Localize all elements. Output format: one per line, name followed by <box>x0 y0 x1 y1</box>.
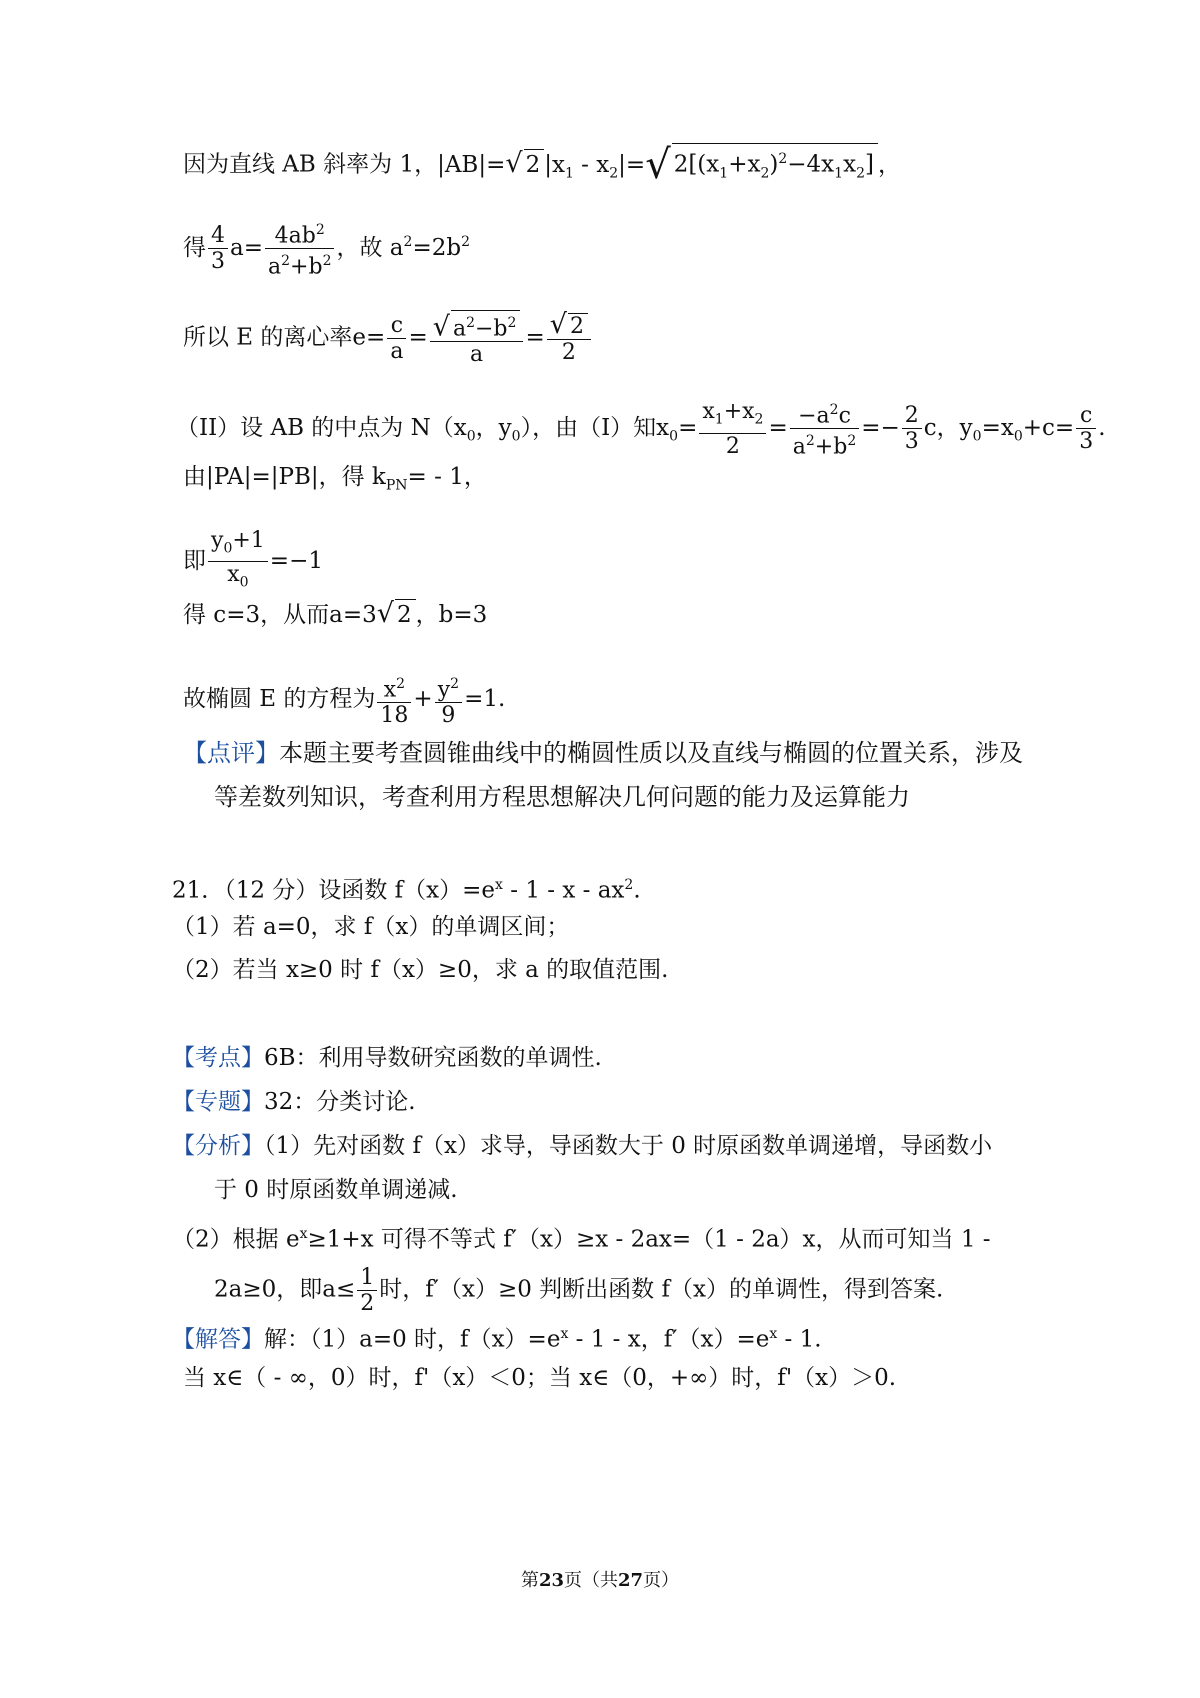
fraction: $\frac{√ 2}{2}$ <box>547 312 591 365</box>
fenxi-line-3: （2）根据 $e^x\ge 1+x$ 可得不等式 f′（x）≥x - 2ax=（1 - 2a）x，从而可知当 1 - <box>172 1226 991 1253</box>
kaodian-tag: 【考点】 <box>172 1045 264 1071</box>
kaodian-line <box>172 1043 602 1073</box>
text: - 1. <box>777 1326 822 1353</box>
text: 6B：利用导数研究函数的单调性. <box>264 1045 602 1071</box>
line-midpoint: （II）设 AB 的中点为 $N(x_0$，$y_0$），由（I）知$x_0=$ $\frac{x_1+x_2}{2}$ = $\frac{-a^2c}{a^2+b^2}$ =− $\frac{2}{3}$ c，$y_0=x_0+c=$ $\frac{c}{3}$ . <box>176 399 1106 460</box>
fraction: $\frac{x^2}{18}$ <box>377 672 411 728</box>
fenxi-line-4: 2a≥0，即a≤ $\frac{1}{2}$ 时，f′（x）≥0 判断出函数 f（x）的单调性，得到答案. <box>214 1265 944 1316</box>
text: 页） <box>643 1570 680 1591</box>
text: 本题主要考查圆锥曲线中的椭圆性质以及直线与椭圆的位置关系，涉及 <box>279 739 1023 767</box>
line-c-value: 得 c=3，从而a=3√ 2 ，b=3 <box>183 598 488 629</box>
text: 2a≥0，即 <box>214 1276 323 1303</box>
text: 由|PA|=|PB|，得 k <box>183 464 386 490</box>
fraction: $\frac{√ a^2-b^2}{a}$ <box>430 310 524 367</box>
line-ab-length <box>183 143 901 188</box>
text: 页（共 <box>564 1570 618 1591</box>
text: 得 <box>183 234 206 261</box>
text: 于 0 时原函数单调递减. <box>214 1177 458 1203</box>
text: 32：分类讨论. <box>264 1089 416 1115</box>
text: = - 1， <box>407 464 487 490</box>
text: （2）若当 x≥0 时 f（x）≥0，求 a 的取值范围. <box>172 957 669 983</box>
line-eccentricity: 所以 E 的离心率e= $\frac{c}{a}$ = $\frac{√ a^2-b^2}{a}$ = $\frac{√ 2}{2}$ <box>183 310 593 367</box>
fraction: $\frac{2}{3}$ <box>902 403 922 454</box>
fraction: $\frac{4}{3}$ <box>208 223 228 274</box>
fraction: $\frac{c}{3}$ <box>1076 403 1096 454</box>
fraction: $\frac{c}{a}$ <box>387 313 406 364</box>
text: 解：（1）a=0 时，f（x）=e <box>264 1326 561 1353</box>
line-pa-pb: 由|PA|=|PB|，得 $k_{PN}= - 1$， <box>183 464 487 494</box>
text: 等差数列知识，考查利用方程思想解决几何问题的能力及运算能力 <box>214 783 910 811</box>
text: 第 <box>520 1570 539 1591</box>
line-ellipse-eq: 故椭圆 E 的方程为 $\frac{x^2}{18}$ + $\frac{y^2}{9}$ =1. <box>183 672 505 728</box>
problem-part-1 <box>172 912 569 942</box>
text: （II）设 AB 的中点为 N（x <box>176 414 467 441</box>
page-total: 27 <box>618 1570 644 1591</box>
text: （1）先对函数 f（x）求导，导函数大于 0 时原函数单调递增，导函数小 <box>264 1133 993 1159</box>
line-a-b-relation: 得 $\frac{4}{3}$ a= $\frac{4ab^2}{a^2+b^2}$ ，故 $a^2=2b^2$ <box>183 218 470 280</box>
page-number: 23 <box>538 1570 564 1591</box>
zhuanti-line <box>172 1087 416 1117</box>
comment-line-1 <box>183 738 1023 769</box>
text: - 1 - x，f′（x）=e <box>568 1326 770 1353</box>
text: ≥1+x 可得不等式 f′（x）≥x - 2ax=（1 - 2a）x，从而可知当 1 - <box>307 1226 991 1253</box>
text: 所以 E 的离心率 <box>183 324 353 351</box>
fraction: $\frac{-a^2c}{a^2+b^2}$ <box>790 398 860 460</box>
zhuanti-tag: 【专题】 <box>172 1089 264 1115</box>
fraction: $\frac{4ab^2}{a^2+b^2}$ <box>265 218 335 280</box>
page-footer <box>0 1566 1200 1592</box>
line-slope-eq: 即 $\frac{y_0+1}{x_0}$ =−1 <box>183 528 323 596</box>
text: 21．（12 分）设函数 f（x）=e <box>172 877 496 904</box>
text: 当 x∈（ - ∞，0）时，f'（x）＜0；当 x∈（0，+∞）时，f'（x）＞0. <box>183 1365 897 1391</box>
jieda-line-1: 【解答】解：（1）a=0 时，$f(x)=e^x - 1 - x$，$f'(x)=e^x - 1$. <box>172 1326 822 1353</box>
fraction: $\frac{y_0+1}{x_0}$ <box>208 528 268 596</box>
fraction: $\frac{y^2}{9}$ <box>435 672 462 728</box>
problem-title: 21．（12 分）设函数 $f(x)=e^x - 1 - x - ax^2$. <box>172 877 641 904</box>
text: ，故 a <box>336 234 404 261</box>
jieda-line-2 <box>183 1363 896 1393</box>
fraction: $\frac{1}{2}$ <box>357 1265 377 1316</box>
text: . <box>633 877 641 904</box>
comment-line-2 <box>214 782 910 813</box>
text: 得 c=3，从而 <box>183 602 330 628</box>
text: （1）若 a=0，求 f（x）的单调区间； <box>172 914 570 940</box>
text: 因为直线 AB 斜率为 1， <box>183 151 438 178</box>
text: 即 <box>183 547 206 574</box>
text: （2）根据 e <box>172 1226 300 1253</box>
text: 故椭圆 E 的方程为 <box>183 686 376 713</box>
fraction: $\frac{x_1+x_2}{2}$ <box>699 399 766 458</box>
text: - 1 - x - ax <box>502 877 625 904</box>
formula-ab: |AB|=√ 2 $|x_1 - x_2|=√$ $2[(x_1+x_2)^2-4x_1x_2]$ ， <box>437 141 901 188</box>
fenxi-line-1 <box>172 1131 992 1161</box>
fenxi-tag: 【分析】 <box>172 1133 264 1159</box>
fenxi-line-2 <box>214 1175 458 1205</box>
comment-tag: 【点评】 <box>183 739 279 767</box>
problem-part-2 <box>172 955 668 985</box>
text: ），由（I）知 <box>520 414 657 441</box>
jieda-tag: 【解答】 <box>172 1326 264 1353</box>
text: 时，f′（x）≥0 判断出函数 f（x）的单调性，得到答案. <box>379 1276 944 1303</box>
